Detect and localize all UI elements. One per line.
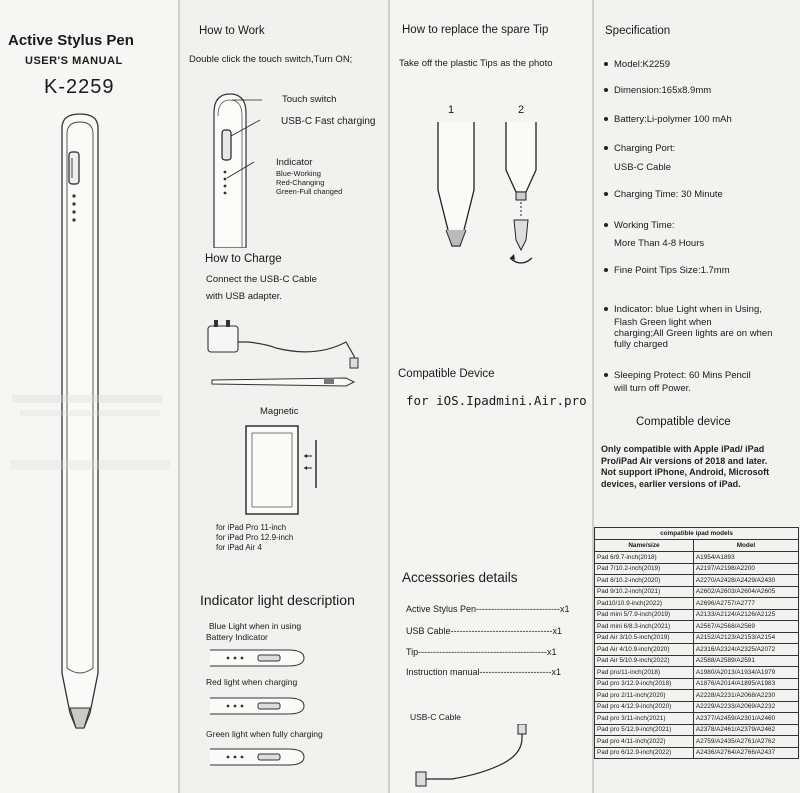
accessories-list (406, 604, 586, 687)
spec-tip-size: Fine Point Tips Size:1.7mm (604, 264, 730, 278)
ipad-model-cell: A2270/A2428/A2429/A2430 (693, 575, 798, 587)
ipad-name-cell: Pad pro/11-inch(2018) (595, 667, 694, 679)
spec-working-time: Working Time: (604, 219, 675, 233)
tips-accessories-panel (390, 0, 592, 793)
ipad-name-cell: Pad 7/10.2-inch(2019) (595, 563, 694, 575)
specification-heading: Specification (605, 25, 671, 37)
indicator-label: Indicator (276, 157, 313, 168)
spec-sleeping-protect: Sleeping Protect: 60 Mins Pencil (604, 369, 751, 383)
ipad-name-cell: Pad 8/10.2-inch(2020) (595, 575, 694, 587)
ipad-model-cell: A2197/A2198/A2200 (693, 563, 798, 575)
how-to-charge-heading: How to Charge (205, 253, 282, 265)
ipad-model-cell: A2696/A2757/A2777 (693, 598, 798, 610)
indicator-blue-text-2: Battery Indicator (206, 632, 268, 642)
table-caption: compatible ipad models (595, 528, 799, 540)
compatible-device-text: for iOS.Ipadmini.Air.pro (406, 393, 587, 408)
table-row (595, 713, 799, 725)
manual-subtitle: USER'S MANUAL (25, 55, 123, 67)
compatible-device-note: Only compatible with Apple iPad/ iPad Pro/iPad Air versions of 2018 and later. Not support iPhone, Android, Microsoft devices, earlier versions of iPad. (601, 444, 770, 489)
ipad-model-cell: A1954/A1893 (693, 552, 798, 564)
ipad-name-cell: Pad Air 4/10.9-inch(2020) (595, 644, 694, 656)
ipad-name-cell: Pad pro 6/12.9-inch(2022) (595, 747, 694, 759)
ipad-name-cell: Pad pro 4/11-inch(2022) (595, 736, 694, 748)
indicator-red-text: Red light when charging (206, 677, 298, 687)
compatible-models-table (594, 527, 799, 759)
indicator-green-label: Green-Full changed (276, 187, 343, 196)
table-row (595, 575, 799, 587)
compatible-device-title: Compatible device (636, 416, 731, 428)
ipad-compat-3: for iPad Air 4 (216, 543, 262, 552)
indicator-green-text: Green light when fully charging (206, 729, 323, 739)
usb-adapter-icon (208, 326, 238, 352)
ipad-compat-1: for iPad Pro 11-inch (216, 523, 287, 532)
replace-tip-text: Take off the plastic Tips as the photo (399, 58, 553, 69)
table-row (595, 586, 799, 598)
pen-blue-light-icon (208, 646, 308, 670)
table-row (595, 552, 799, 564)
indicator-red-label: Red-Changing (276, 178, 325, 187)
pen-top-diagram (212, 88, 382, 248)
ipad-model-cell: A2378/A2461/A2379/A2462 (693, 724, 798, 736)
table-row (595, 621, 799, 633)
spec-working-time-2: More Than 4-8 Hours (614, 238, 705, 249)
table-header-model: Model (693, 540, 798, 552)
spec-indicator-2: Flash Green light when (614, 317, 712, 328)
accessory-item: USB Cable----------------------------------x1 (406, 626, 562, 636)
ipad-name-cell: Pad mini 5/7.9-inch(2019) (595, 609, 694, 621)
cover-panel (0, 0, 178, 793)
accessory-item: Active Stylus Pen----------------------------x1 (406, 604, 570, 614)
ipad-name-cell: Pad 9/10.2-inch(2021) (595, 586, 694, 598)
indicator-blue-text: Blue Light when in using (209, 621, 302, 631)
table-row (595, 724, 799, 736)
spec-charging-time: Charging Time: 30 Minute (604, 188, 723, 202)
charge-line-2: with USB adapter. (206, 291, 283, 302)
how-to-work-heading: How to Work (199, 25, 265, 37)
spec-battery: Battery:Li-polymer 100 mAh (604, 113, 732, 127)
indicator-blue-label: Blue-Working (276, 169, 321, 178)
charger-cable-illustration (206, 318, 366, 398)
compatible-models-table-wrap (594, 527, 799, 759)
spec-charging-port: Charging Port: (604, 142, 675, 156)
ipad-model-cell: A2316/A2324/A2325/A2072 (693, 644, 798, 656)
magnetic-label: Magnetic (260, 406, 299, 417)
accessories-heading: Accessories details (402, 570, 518, 585)
table-row (595, 736, 799, 748)
spec-sleeping-protect-2: will turn off Power. (614, 383, 691, 394)
ipad-model-cell: A1876/A2014/A1895/A1983 (693, 678, 798, 690)
ipad-name-cell: Pad Air 3/10.5-inch(2019) (595, 632, 694, 644)
table-row (595, 598, 799, 610)
ipad-name-cell: Pad Air 5/10.9-inch(2022) (595, 655, 694, 667)
table-row (595, 609, 799, 621)
stylus-pen-illustration (50, 108, 110, 738)
replace-tip-heading: How to replace the spare Tip (402, 24, 549, 36)
table-row (595, 667, 799, 679)
ipad-model-cell: A2133/A2124/A2126/A2125 (693, 609, 798, 621)
ipad-model-cell: A2152/A2123/A2153/A2154 (693, 632, 798, 644)
spec-model: Model:K2259 (604, 58, 670, 72)
table-row (595, 644, 799, 656)
table-row (595, 690, 799, 702)
ipad-name-cell: Pad pro 3/11-inch(2021) (595, 713, 694, 725)
table-row (595, 632, 799, 644)
ipad-name-cell: Pad pro 3/12.9-inch(2018) (595, 678, 694, 690)
touch-switch-label: Touch switch (282, 94, 337, 105)
compatible-device-heading: Compatible Device (398, 368, 495, 380)
usb-c-cable-illustration (412, 724, 542, 793)
accessory-item: Instruction manual------------------------x1 (406, 667, 561, 677)
ipad-model-cell: A2229/A2233/A2069/A2232 (693, 701, 798, 713)
table-row (595, 655, 799, 667)
spec-indicator-4: fully charged (614, 339, 668, 350)
spec-dimension: Dimension:165x8.9mm (604, 84, 711, 98)
indicator-light-heading: Indicator light description (200, 592, 355, 608)
table-row (595, 701, 799, 713)
usb-c-port-icon (69, 152, 79, 184)
ipad-compat-2: for iPad Pro 12.9-inch (216, 533, 294, 542)
instructions-panel (180, 0, 388, 793)
ipad-name-cell: Pad pro 2/11-inch(2020) (595, 690, 694, 702)
table-row (595, 678, 799, 690)
charge-line-1: Connect the USB-C Cable (206, 274, 317, 285)
product-title: Active Stylus Pen (8, 32, 134, 49)
usb-c-label: USB-C Fast charging (281, 116, 376, 127)
ipad-model-cell: A2567/A2568/A2569 (693, 621, 798, 633)
ipad-name-cell: Pad10/10.9-inch(2022) (595, 598, 694, 610)
model-number: K-2259 (44, 76, 115, 98)
ipad-model-cell: A2602/A2603/A2604/A2605 (693, 586, 798, 598)
ipad-name-cell: Pad 6/9.7-inch(2018) (595, 552, 694, 564)
ipad-model-cell: A2759/A2435/A2761/A2762 (693, 736, 798, 748)
ipad-model-cell: A2436/A2764/A2766/A2437 (693, 747, 798, 759)
spec-indicator: Indicator: blue Light when in Using, (604, 303, 762, 317)
ipad-name-cell: Pad pro 4/12.9-inch(2020) (595, 701, 694, 713)
ipad-model-cell: A2377/A2459/A2301/A2460 (693, 713, 798, 725)
how-to-work-text: Double click the touch switch,Turn ON; (189, 54, 353, 65)
step-2-label: 2 (518, 104, 525, 116)
pen-red-light-icon (208, 694, 308, 718)
tip-replacement-diagram (430, 120, 580, 290)
step-1-label: 1 (448, 104, 455, 116)
ipad-model-cell: A1980/A2013/A1934/A1979 (693, 667, 798, 679)
table-row (595, 747, 799, 759)
ipad-name-cell: Pad mini 6/8.3-inch(2021) (595, 621, 694, 633)
ipad-name-cell: Pad pro 5/12.9-inch(2021) (595, 724, 694, 736)
ipad-model-cell: A2588/A2589/A2591 (693, 655, 798, 667)
table-row (595, 563, 799, 575)
accessory-item: Tip-------------------------------------------x1 (406, 647, 557, 657)
table-header-name: Name/size (595, 540, 694, 552)
ipad-magnetic-illustration (244, 424, 334, 519)
pen-green-light-icon (208, 745, 308, 769)
specification-panel (594, 0, 800, 793)
spec-charging-port-2: USB-C Cable (614, 162, 672, 173)
spec-indicator-3: charging;All Green lights are on when (614, 328, 773, 339)
usb-c-cable-label: USB-C Cable (410, 712, 462, 722)
ipad-model-cell: A2228/A2231/A2068/A2230 (693, 690, 798, 702)
